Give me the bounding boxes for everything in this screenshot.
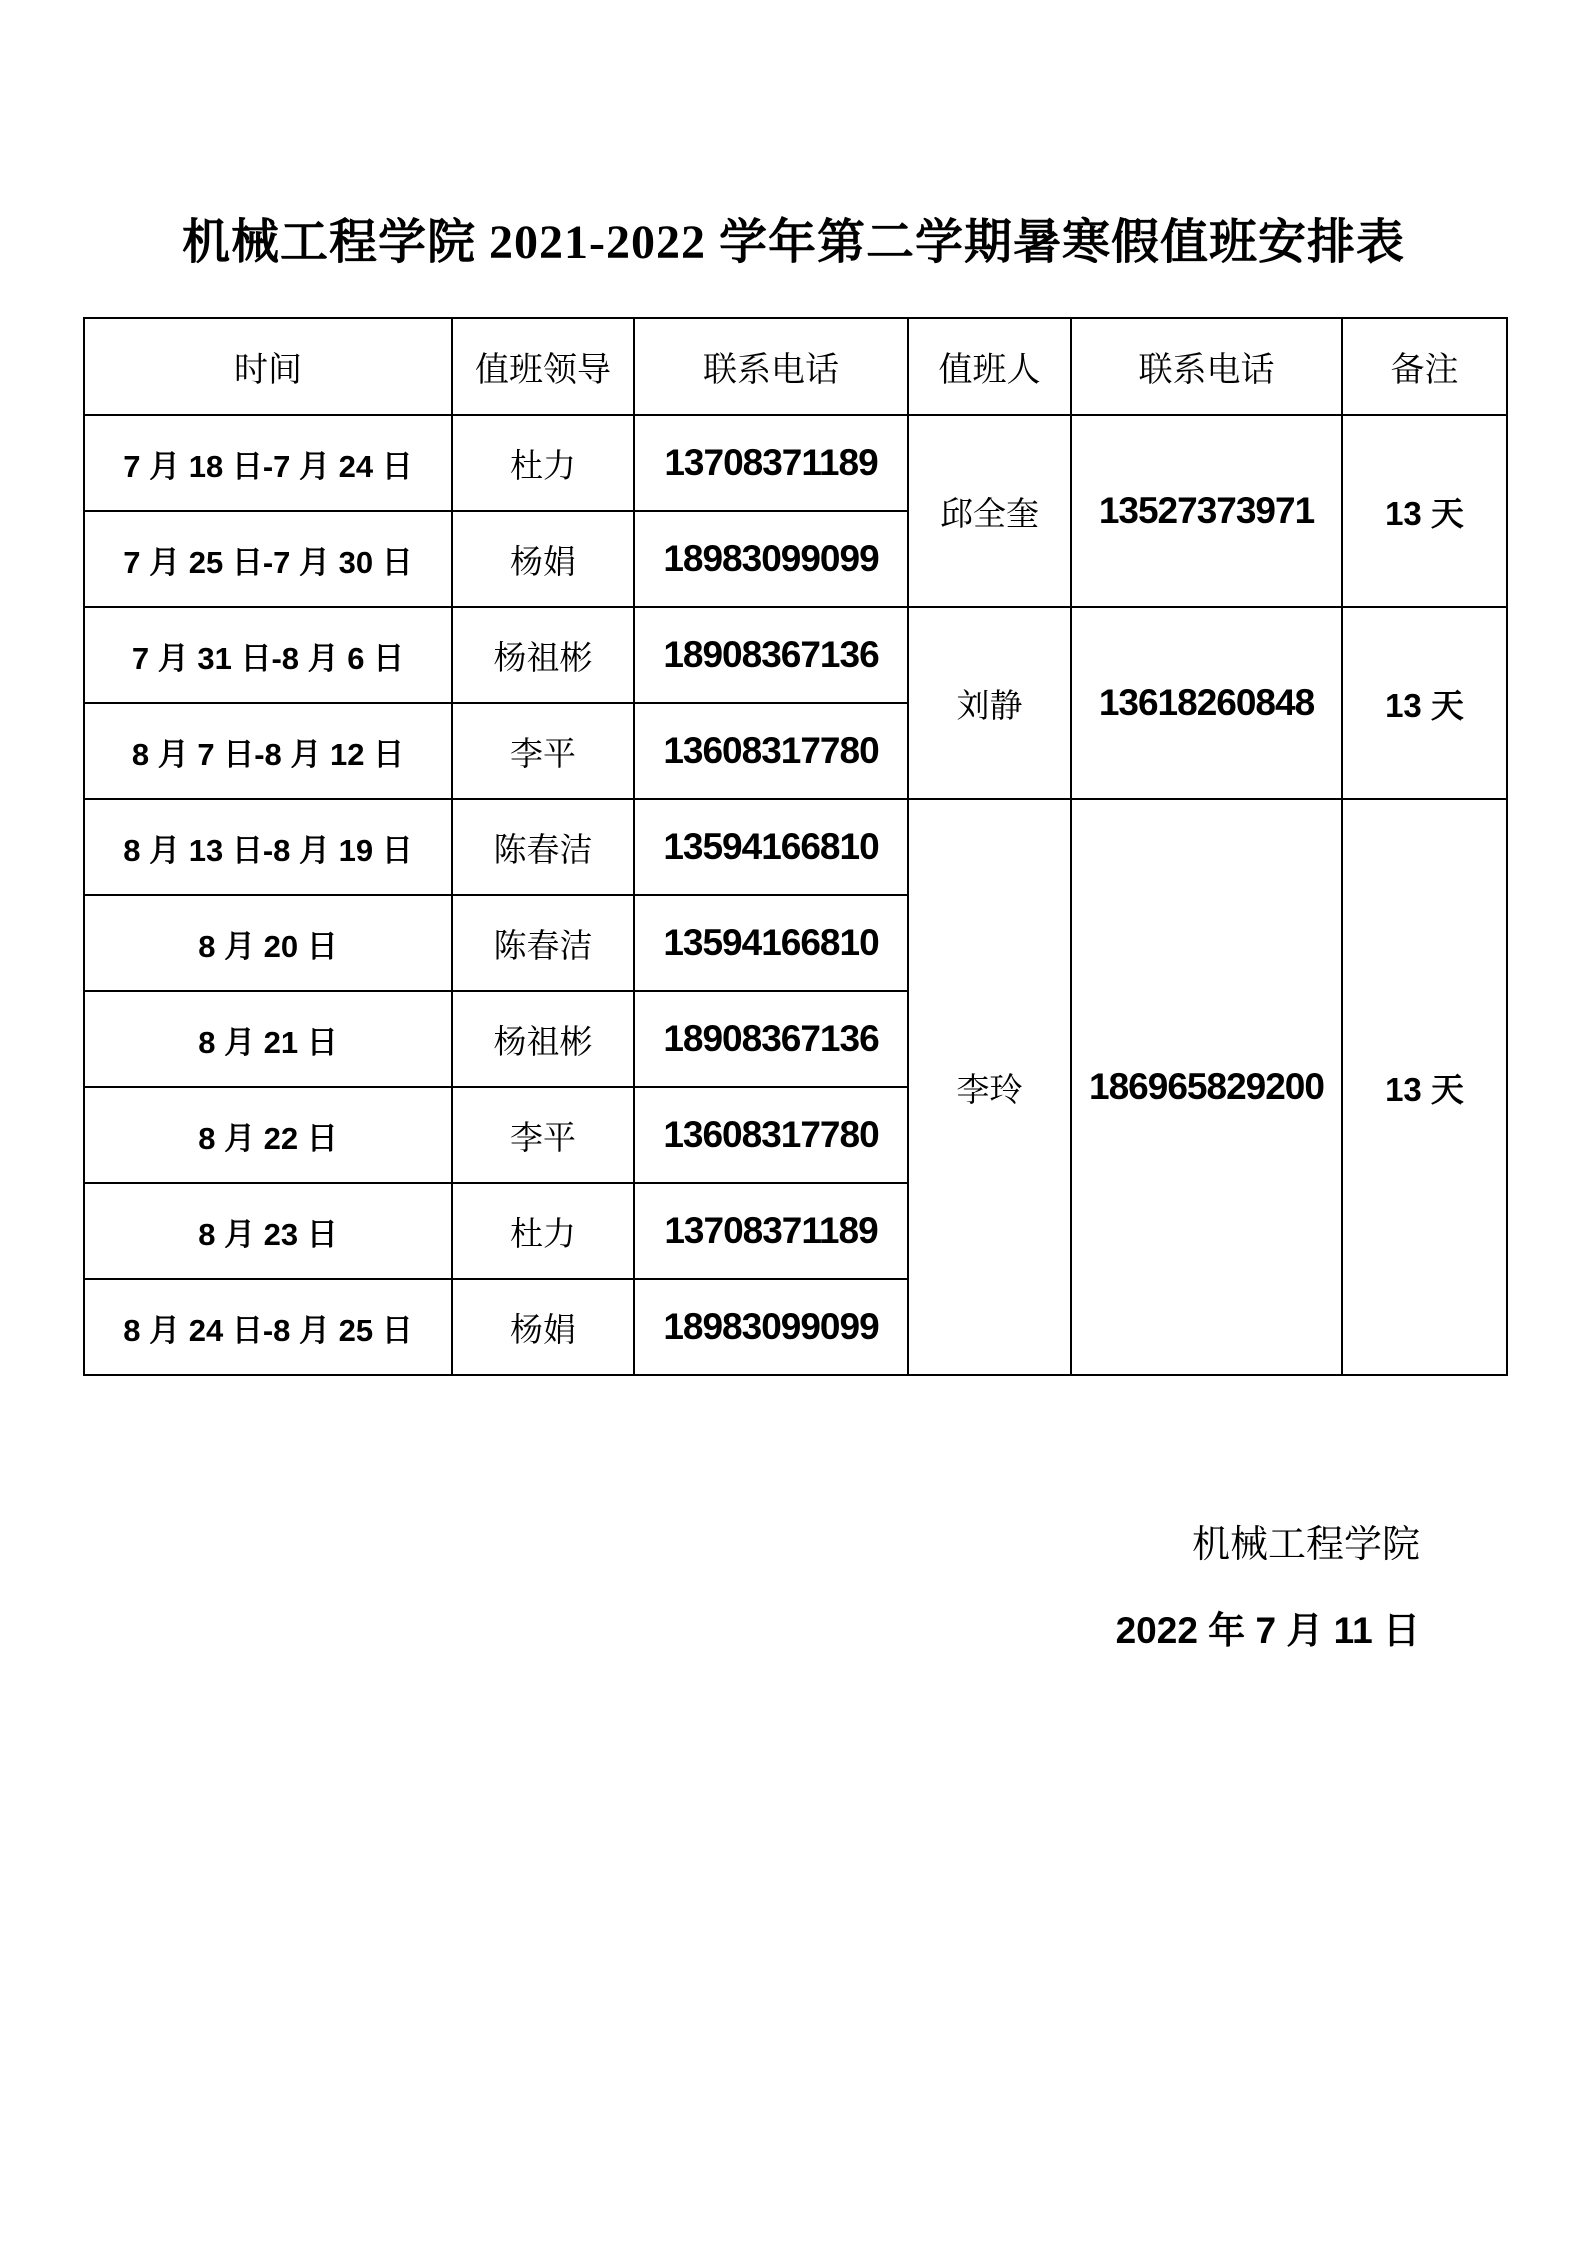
cell-leader-phone-10: 18983099099 xyxy=(634,1279,908,1375)
col-header-person-phone: 联系电话 xyxy=(1071,318,1342,415)
cell-leader-phone-5: 13594166810 xyxy=(634,799,908,895)
cell-time-5: 8 月 13 日-8 月 19 日 xyxy=(84,799,452,895)
signature-org: 机械工程学院 xyxy=(1191,1524,1420,1566)
cell-leader-phone-4: 13608317780 xyxy=(634,703,908,799)
cell-person-phone-group-1: 13527373971 xyxy=(1071,415,1342,607)
cell-note-group-3: 13 天 xyxy=(1342,799,1507,1375)
col-header-leader-phone: 联系电话 xyxy=(634,318,908,415)
cell-time-1: 7 月 18 日-7 月 24 日 xyxy=(84,415,452,511)
col-header-person: 值班人 xyxy=(908,318,1071,415)
cell-person-phone-group-3: 186965829200 xyxy=(1071,799,1342,1375)
duty-table-container xyxy=(83,317,1508,1376)
cell-leader-10: 杨娟 xyxy=(452,1279,634,1375)
cell-leader-9: 杜力 xyxy=(452,1183,634,1279)
duty-table xyxy=(83,317,1508,1376)
cell-note-group-2: 13 天 xyxy=(1342,607,1507,799)
cell-time-8: 8 月 22 日 xyxy=(84,1087,452,1183)
cell-person-group-1: 邱全奎 xyxy=(908,415,1071,607)
signature-date: 2022 年 7 月 11 日 xyxy=(1115,1610,1420,1651)
cell-leader-2: 杨娟 xyxy=(452,511,634,607)
cell-leader-phone-2: 18983099099 xyxy=(634,511,908,607)
page-title: 机械工程学院 2021-2022 学年第二学期暑寒假值班安排表 xyxy=(182,216,1405,269)
cell-person-group-3: 李玲 xyxy=(908,799,1071,1375)
cell-time-10: 8 月 24 日-8 月 25 日 xyxy=(84,1279,452,1375)
cell-time-4: 8 月 7 日-8 月 12 日 xyxy=(84,703,452,799)
cell-leader-phone-6: 13594166810 xyxy=(634,895,908,991)
table-row xyxy=(84,799,1507,895)
cell-person-phone-group-2: 13618260848 xyxy=(1071,607,1342,799)
cell-leader-3: 杨祖彬 xyxy=(452,607,634,703)
cell-leader-6: 陈春洁 xyxy=(452,895,634,991)
col-header-note: 备注 xyxy=(1342,318,1507,415)
cell-note-group-1: 13 天 xyxy=(1342,415,1507,607)
cell-time-9: 8 月 23 日 xyxy=(84,1183,452,1279)
cell-leader-phone-9: 13708371189 xyxy=(634,1183,908,1279)
cell-leader-7: 杨祖彬 xyxy=(452,991,634,1087)
cell-leader-4: 李平 xyxy=(452,703,634,799)
col-header-leader: 值班领导 xyxy=(452,318,634,415)
col-header-time: 时间 xyxy=(84,318,452,415)
cell-time-2: 7 月 25 日-7 月 30 日 xyxy=(84,511,452,607)
table-row xyxy=(84,415,1507,511)
cell-leader-5: 陈春洁 xyxy=(452,799,634,895)
cell-time-7: 8 月 21 日 xyxy=(84,991,452,1087)
cell-leader-8: 李平 xyxy=(452,1087,634,1183)
header-row xyxy=(84,318,1507,415)
cell-leader-phone-8: 13608317780 xyxy=(634,1087,908,1183)
cell-leader-1: 杜力 xyxy=(452,415,634,511)
cell-leader-phone-1: 13708371189 xyxy=(634,415,908,511)
cell-person-group-2: 刘静 xyxy=(908,607,1071,799)
cell-leader-phone-7: 18908367136 xyxy=(634,991,908,1087)
cell-time-3: 7 月 31 日-8 月 6 日 xyxy=(84,607,452,703)
cell-time-6: 8 月 20 日 xyxy=(84,895,452,991)
cell-leader-phone-3: 18908367136 xyxy=(634,607,908,703)
table-row xyxy=(84,607,1507,703)
